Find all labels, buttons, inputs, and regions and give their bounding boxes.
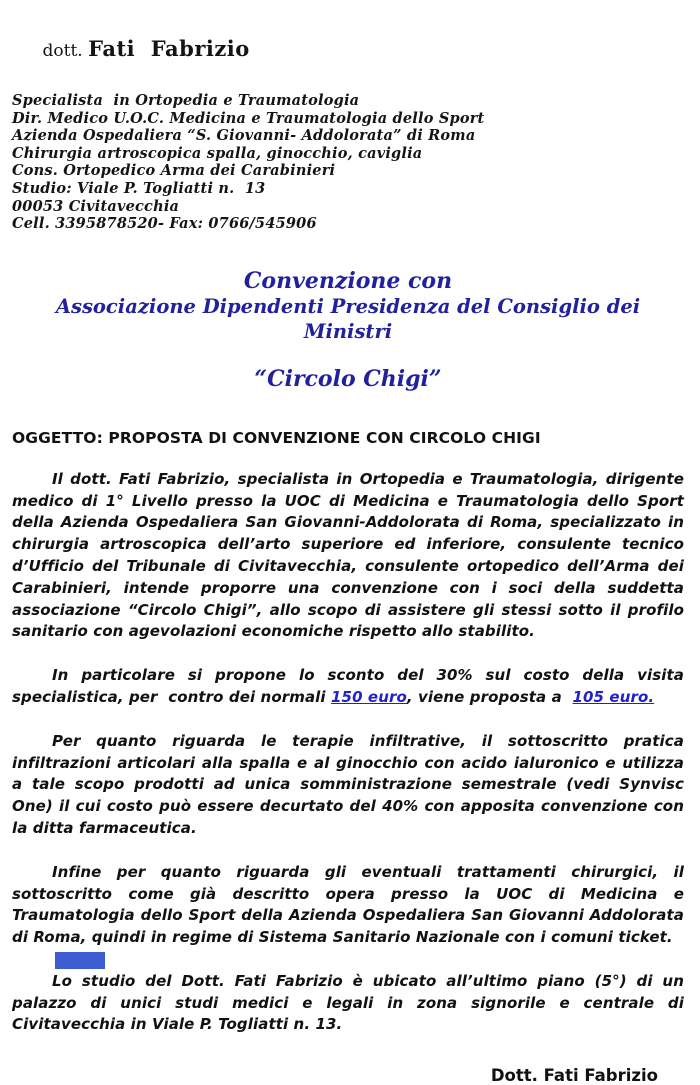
subject-line: OGGETTO: PROPOSTA DI CONVENZIONE CON CIRCOLO CHIGI [12, 428, 541, 447]
letterhead-line-studio-address: Studio: Viale P. Togliatti n. 13 [12, 179, 266, 197]
signature: Dott. Fati Fabrizio [490, 1066, 658, 1085]
letterhead [12, 8, 684, 233]
letterhead-line-director: Dir. Medico U.O.C. Medicina e Traumatologia dello Sport [12, 109, 485, 127]
paragraph-introduction: Il dott. Fati Fabrizio, specialista in Ortopedia e Traumatologia, dirigente medico di 1° Livello presso la UOC di Medicina e Traumatologia dello Sport della Azienda Ospedaliera San Giovanni-Addolorata di Roma, specializzato in chirurgia artroscopica dell’arto superiore ed inferiore, consulente tecnico d’Ufficio del Tribunale di Civitavecchia, consulente ortopedico dell’Arma dei Carabinieri, intende proporre una convenzione con i soci della suddetta associazione “Circolo Chigi”, allo scopo di assistere gli stessi sotto il profilo sanitario con agevolazioni economiche rispetto allo stabilito. [12, 469, 684, 641]
paragraph-infiltrative-therapy: Per quanto riguarda le terapie infiltrative, il sottoscritto pratica infiltrazioni articolari alla spalla e al ginocchio con acido ialuronico e utilizza a tale scopo prodotti ad unica somministrazione semestrale (vedi Synvisc One) il cui costo può essere decurtato del 40% con apposita convenzione con la ditta farmaceutica. [12, 731, 684, 837]
convention-title-block [12, 269, 684, 392]
paragraph-surgical-treatments: Infine per quanto riguarda gli eventuali trattamenti chirurgici, il sottoscritto come già descritto opera presso la UOC di Medicina e Traumatologia dello Sport della Azienda Ospedaliera San Giovanni Addolorata di Roma, quindi in regime di Sistema Sanitario Nazionale con i comuni ticket. [12, 862, 684, 947]
doctor-title-prefix: dott. [42, 41, 89, 61]
title-circolo-chigi: “Circolo Chigi” [254, 365, 442, 392]
letterhead-line-phone-fax: Cell. 3395878520- Fax: 0766/545906 [12, 215, 317, 233]
letterhead-line-city: 00053 Civitavecchia [12, 197, 180, 215]
discount-text-pre: In particolare si propone lo sconto del 30% sul costo della visita specialistica, per contro dei normali [12, 666, 690, 706]
title-associazione: Associazione Dipendenti Presidenza del Consiglio dei Ministri [55, 294, 641, 343]
letterhead-line-consultant: Cons. Ortopedico Arma dei Carabinieri [12, 162, 336, 180]
doctor-name-row [12, 8, 684, 92]
letter-body [12, 469, 690, 1037]
paragraph-discount [12, 665, 690, 709]
letterhead-line-hospital: Azienda Ospedaliera “S. Giovanni- Addolorata” di Roma [12, 127, 476, 145]
letterhead-line-specialty: Specialista in Ortopedia e Traumatologia [12, 92, 360, 109]
letterhead-line-surgery: Chirurgia artroscopica spalla, ginocchio, caviglia [12, 144, 423, 162]
title-convenzione: Convenzione con [243, 267, 453, 294]
price-150-euro-link[interactable]: 150 euro [331, 687, 407, 706]
paragraph-studio-location: Lo studio del Dott. Fati Fabrizio è ubicato all’ultimo piano (5°) di un palazzo di unici studi medici e legali in zona signorile e centrale di Civitavecchia in Viale P. Togliatti n. 13. [12, 971, 684, 1034]
doctor-name: Fati Fabrizio [88, 36, 250, 61]
discount-text-mid: , viene proposta a [406, 687, 573, 706]
bottom-page-edge-artifact [55, 952, 105, 969]
price-105-euro-link[interactable]: 105 euro. [572, 687, 655, 706]
